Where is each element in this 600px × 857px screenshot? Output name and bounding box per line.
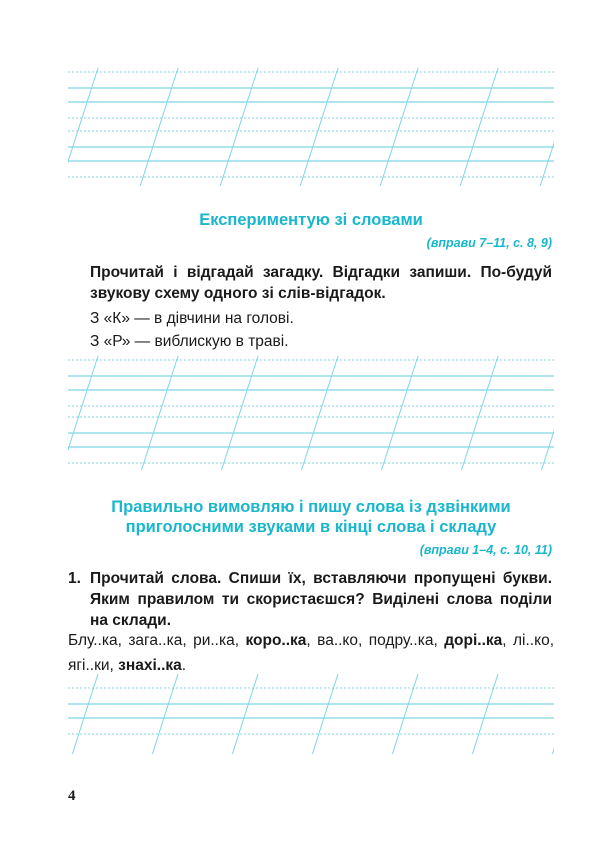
slant-line — [472, 674, 498, 754]
word-list — [68, 628, 554, 678]
slant-line — [152, 674, 178, 754]
task-instruction: Прочитай слова. Спиши їх, вставляючи пропущені букви. Яким правилом ти скористаєшся? Виділені слова поділи на склади. — [90, 570, 552, 629]
slant-line — [68, 356, 98, 470]
writing-lines-3[interactable] — [68, 674, 554, 754]
slant-line — [540, 68, 554, 186]
task-number: 1. — [68, 570, 81, 587]
word: , — [502, 632, 514, 649]
word: . — [181, 657, 187, 674]
slant-line — [220, 68, 258, 186]
slant-line — [542, 356, 554, 470]
slant-line — [142, 356, 178, 470]
slant-line — [140, 68, 178, 186]
word: ягі..ки, — [68, 657, 119, 674]
slant-line — [222, 356, 258, 470]
ruling-grid-1 — [68, 68, 554, 186]
slant-line — [312, 674, 338, 754]
slant-line — [460, 68, 498, 186]
slant-line — [462, 356, 498, 470]
writing-lines-2[interactable] — [68, 356, 554, 470]
writing-lines-1[interactable] — [68, 68, 554, 186]
word: ри..ка, — [193, 632, 246, 649]
highlighted-word: знахі..ка — [118, 657, 182, 674]
section-title-line: приголосними звуками в кінці слова і складу — [125, 518, 497, 536]
word: ва..ко, — [317, 632, 369, 649]
slant-line — [232, 674, 258, 754]
riddle-line: З «Р» — виблискую в траві. — [90, 333, 289, 350]
highlighted-word: дорі..ка — [444, 632, 503, 649]
word: подру..ка, — [368, 632, 445, 649]
highlighted-word: коро..ка — [245, 632, 307, 649]
word: лі..ко, — [513, 632, 554, 649]
task-instruction: Прочитай і відгадай загадку. Відгадки запиши. По-будуй звукову схему одного зі слів-відгадок. — [90, 264, 552, 302]
word: , — [306, 632, 318, 649]
word: Блу..ка, — [68, 632, 129, 649]
slant-line — [382, 356, 418, 470]
slant-line — [552, 674, 554, 754]
section-title: Експериментую зі словами — [199, 211, 423, 229]
slant-line — [68, 68, 98, 186]
ruling-grid-2 — [68, 356, 554, 470]
exercise-reference: (вправи 1–4, с. 10, 11) — [419, 543, 552, 557]
slant-line — [380, 68, 418, 186]
riddle-line: З «К» — в дівчини на голові. — [90, 310, 294, 327]
slant-line — [392, 674, 418, 754]
slant-line — [72, 674, 98, 754]
ruling-grid-3 — [68, 674, 554, 754]
exercise-reference: (вправи 7–11, с. 8, 9) — [426, 236, 552, 250]
word: зага..ка, — [128, 632, 194, 649]
slant-line — [302, 356, 338, 470]
page-number: 4 — [68, 788, 76, 804]
section-title-line: Правильно вимовляю і пишу слова із дзвінкими — [111, 498, 511, 516]
slant-line — [300, 68, 338, 186]
